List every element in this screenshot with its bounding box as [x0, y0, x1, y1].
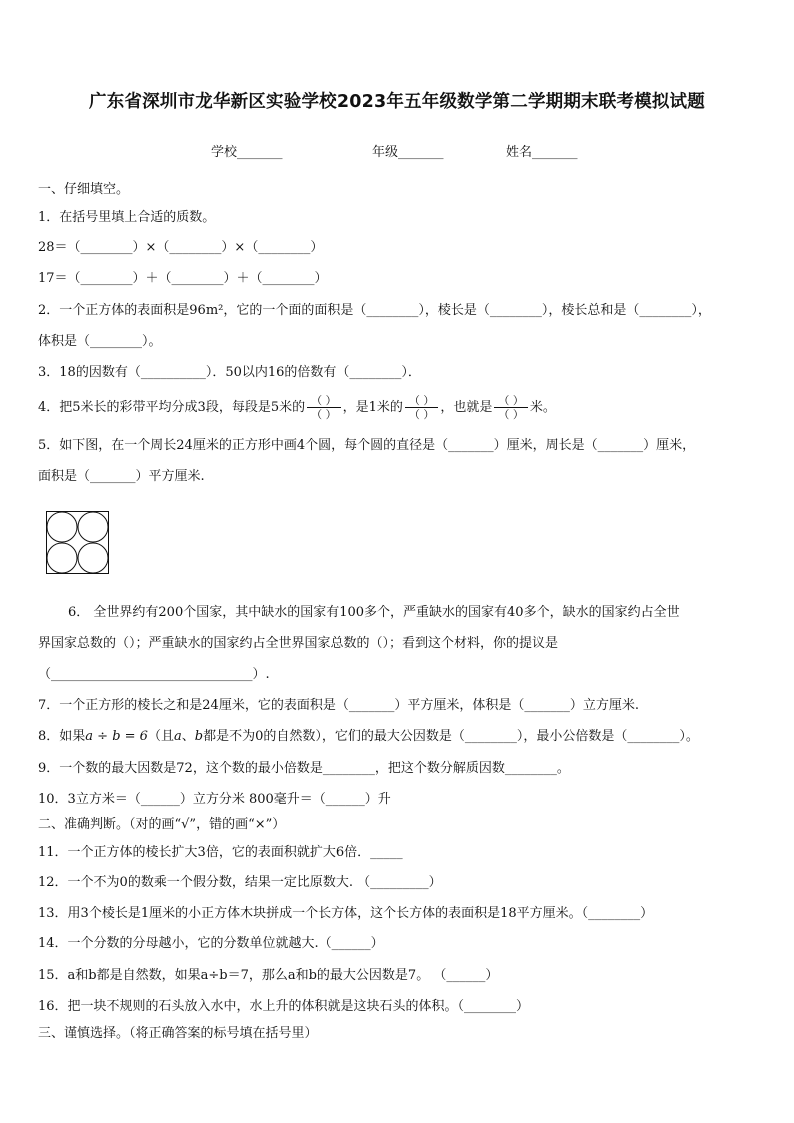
square-with-four-circles-figure [46, 511, 109, 574]
fraction-blank: $\frac{( )}{( )}$ [307, 394, 341, 421]
section-2-heading: 二、准确判断。（对的画“√”，错的画“×”） [38, 817, 286, 832]
grade-field: 年级_______ [372, 145, 444, 160]
question-1b: 17＝（________）＋（________）＋（________） [38, 271, 328, 286]
question-6-line-2: 界国家总数的（）；严重缺水的国家约占全世界国家总数的（）；看到这个材料，你的提议是 [38, 636, 559, 651]
question-1a: 28＝（________）×（________）×（________） [38, 240, 324, 255]
question-11: 11．一个正方体的棱长扩大3倍，它的表面积就扩大6倍．_____ [38, 845, 403, 860]
circle-top-right [78, 512, 108, 542]
question-13: 13．用3个棱长是1厘米的小正方体木块拼成一个长方体，这个长方体的表面积是18平方厘米。（________） [38, 906, 654, 921]
question-10: 10．3立方米＝（______）立方分米 800毫升＝（______）升 [38, 792, 391, 807]
name-field: 姓名_______ [506, 145, 578, 160]
question-14: 14．一个分数的分母越小，它的分数单位就越大.（______） [38, 936, 384, 951]
circle-top-left [47, 512, 77, 542]
q4-text-3: ，也就是 [440, 400, 493, 415]
question-2-line-1: 2．一个正方体的表面积是96m²，它的一个面的面积是（________），棱长是（________），棱长总和是（________）， [38, 303, 711, 318]
section-1-heading: 一、仔细填空。 [38, 182, 130, 197]
question-8: 8．如果a ÷ b = 6（且a、b都是不为0的自然数），它们的最大公因数是（________），最小公倍数是（________）。 [38, 729, 699, 744]
question-1: 1．在括号里填上合适的质数。 [38, 210, 216, 225]
circle-bottom-left [47, 543, 77, 573]
q4-text-1: 4．把5米长的彩带平均分成3段，每段是5米的 [38, 400, 306, 415]
question-12: 12．一个不为0的数乘一个假分数，结果一定比原数大. （_________） [38, 875, 442, 890]
question-3: 3．18的因数有（__________）．50以内16的倍数有（________）． [38, 365, 421, 380]
q4-text-4: 米。 [529, 400, 556, 415]
circle-bottom-right [78, 543, 108, 573]
page-title: 广东省深圳市龙华新区实验学校2023年五年级数学第二学期期末联考模拟试题 [89, 92, 705, 112]
question-5-line-1: 5．如下图，在一个周长24厘米的正方形中画4个圆，每个圆的直径是（_______）厘米，周长是（_______）厘米， [38, 438, 696, 453]
question-7: 7．一个正方形的棱长之和是24厘米，它的表面积是（_______）平方厘米，体积是（_______）立方厘米. [38, 698, 639, 713]
square-outline [47, 512, 109, 574]
q4-text-2: ，是1米的 [342, 400, 403, 415]
question-16: 16．把一块不规则的石头放入水中，水上升的体积就是这块石头的体积。（________） [38, 999, 530, 1014]
fraction-blank: $\frac{( )}{( )}$ [405, 394, 439, 421]
question-6-line-3: （_______________________________）. [38, 667, 270, 682]
question-5-line-2: 面积是（_______）平方厘米. [38, 469, 205, 484]
section-3-heading: 三、谨慎选择。（将正确答案的标号填在括号里） [38, 1026, 318, 1041]
question-4 [38, 394, 556, 421]
question-9: 9．一个数的最大因数是72，这个数的最小倍数是________，把这个数分解质因数________。 [38, 761, 570, 776]
fraction-blank: $\frac{( )}{( )}$ [494, 394, 528, 421]
question-2-line-2: 体积是（________）。 [38, 334, 162, 349]
question-6-line-1: 6． 全世界约有200个国家，其中缺水的国家有100多个，严重缺水的国家有40多个，缺水的国家约占全世 [68, 605, 680, 620]
q8-expression: a ÷ b = 6 [85, 729, 148, 744]
school-field: 学校_______ [211, 145, 283, 160]
question-15: 15．a和b都是自然数，如果a÷b＝7，那么a和b的最大公因数是7。 （______） [38, 968, 499, 983]
